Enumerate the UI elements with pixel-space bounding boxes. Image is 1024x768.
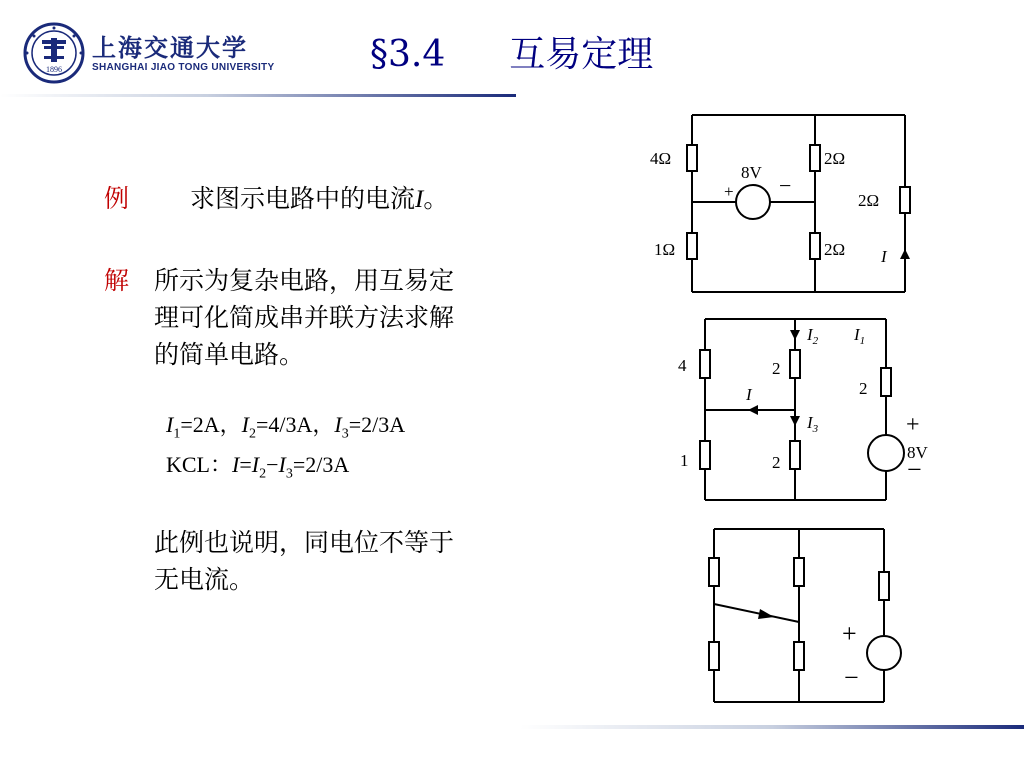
- section-title: 互易定理: [509, 34, 654, 75]
- label-plus: +: [724, 182, 734, 201]
- solution-line-1: 所示为复杂电路，用互易定: [154, 266, 455, 295]
- resistor-1ohm: [687, 233, 697, 259]
- svg-text:+: +: [842, 619, 857, 648]
- svg-text:2: 2: [772, 453, 781, 472]
- label-minus: −: [779, 173, 792, 198]
- current-values-equation: $I_1=2A$，$I_2=4/3A$，$I_3=2/3A$: [166, 412, 406, 442]
- footer-divider: [520, 725, 1024, 729]
- svg-text:I: I: [746, 385, 752, 404]
- resistor-2ohm-top: [810, 145, 820, 171]
- current-arrow-icon: [900, 249, 910, 259]
- solution-tag: 解: [104, 266, 130, 295]
- svg-text:−: −: [907, 455, 922, 484]
- label-2ohm-right: 2Ω: [858, 191, 880, 210]
- example-question: 求图示电路中的电流I。: [190, 184, 449, 213]
- svg-text:2: 2: [859, 379, 868, 398]
- resistor-2ohm-right: [900, 187, 910, 213]
- svg-text:I2: $I_2$: [807, 325, 819, 347]
- svg-text:2: 2: [772, 359, 781, 378]
- label-2ohm-bottom: 2Ω: [824, 240, 846, 259]
- svg-text:−: −: [844, 663, 859, 692]
- resistor-4ohm: [687, 145, 697, 171]
- svg-text:I3: $I_3$: [807, 413, 819, 435]
- header-divider: [0, 94, 516, 97]
- university-seal-icon: [22, 22, 86, 84]
- logo-chinese-name: 上海交通大学: [92, 33, 248, 62]
- svg-text:4: 4: [678, 356, 687, 375]
- logo-english-name: SHANGHAI JIAO TONG UNIVERSITY: [92, 62, 275, 73]
- example-tag: 例: [104, 184, 130, 213]
- conclusion-line-1: 此例也说明，同电位不等于: [154, 528, 455, 557]
- solution-line-3: 的简单电路。: [154, 340, 305, 369]
- logo-year: 1896: [46, 65, 62, 74]
- circuit-diagram-reciprocal: [660, 310, 950, 510]
- svg-text:+: +: [906, 412, 920, 438]
- label-8v: 8V: [741, 163, 762, 182]
- voltage-source-8v: [736, 185, 770, 219]
- page-title: [370, 26, 653, 77]
- svg-text:I1: $I_1$: [854, 325, 866, 347]
- label-current-i: I: [881, 247, 887, 266]
- resistor-2ohm-bottom: [810, 233, 820, 259]
- section-number: §3.4: [370, 34, 446, 75]
- label-1ohm: 1Ω: [654, 240, 676, 259]
- kcl-equation: KCL：$I=I_2-I_3=2/3A$: [166, 452, 350, 482]
- svg-text:8V: 8V: [907, 443, 928, 462]
- solution-line-2: 理可化简成串并联方法求解: [154, 303, 455, 332]
- conclusion-line-2: 无电流。: [154, 565, 255, 594]
- circuit-diagram-simplified: [690, 520, 950, 710]
- circuit-diagram-original: [640, 105, 930, 305]
- svg-text:1: 1: [680, 451, 689, 470]
- label-2ohm-top: 2Ω: [824, 149, 846, 168]
- label-4ohm: 4Ω: [650, 149, 672, 168]
